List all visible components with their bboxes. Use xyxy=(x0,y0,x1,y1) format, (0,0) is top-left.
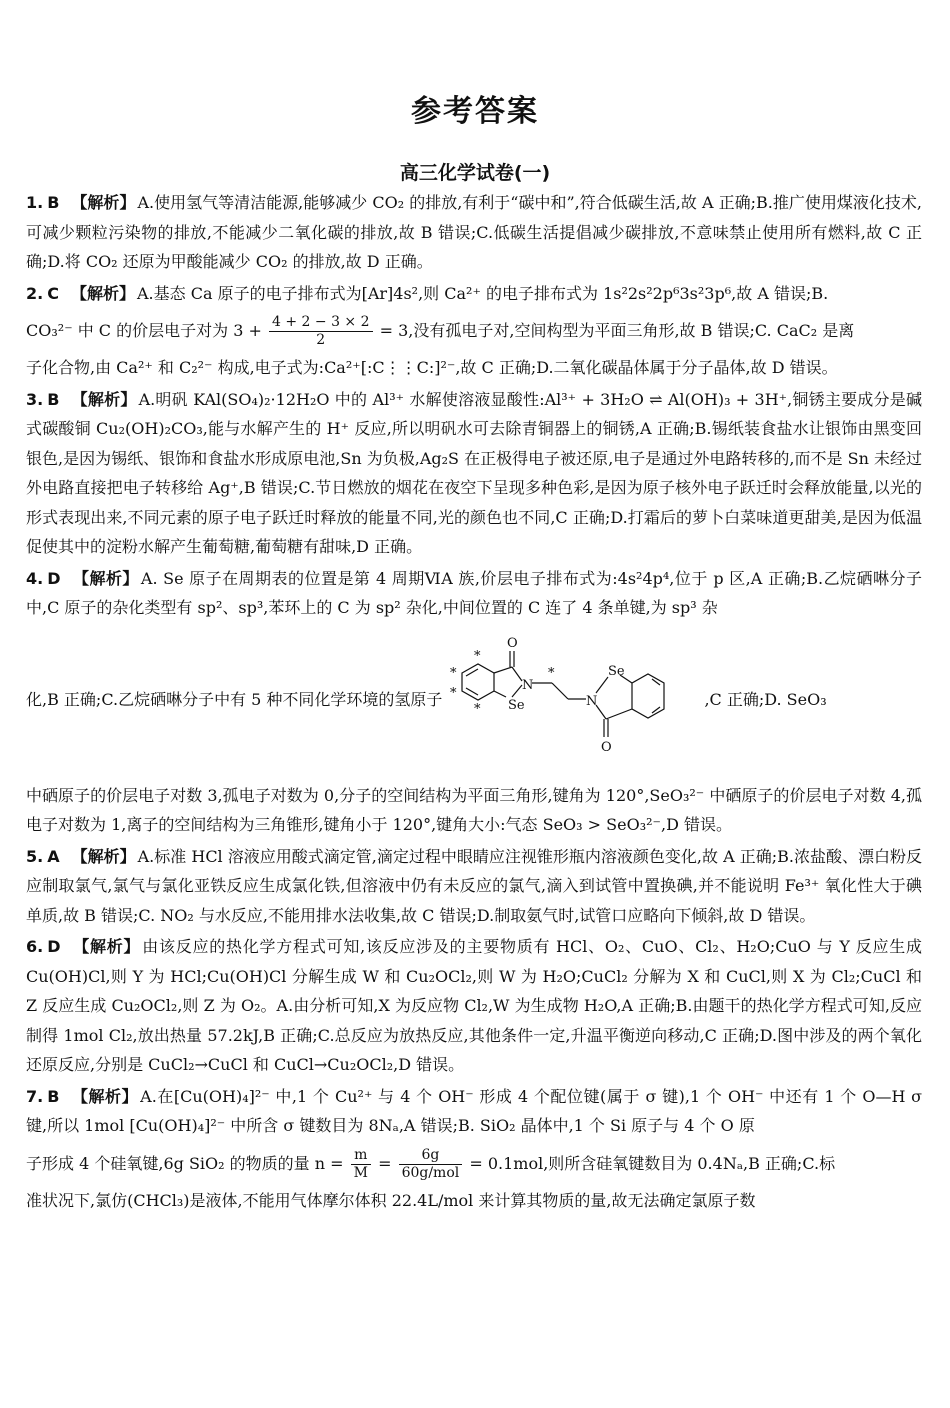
fraction-denominator: 2 xyxy=(316,332,326,348)
h-environment-marker: * xyxy=(548,665,555,681)
atom-label-se-left: Se xyxy=(508,697,526,713)
analysis-tag: 【解析】 xyxy=(71,193,136,212)
analysis-text: 子化合物,由 Ca²⁺ 和 C₂²⁻ 构成,电子式为:Ca²⁺[:C⋮⋮C:]²⁻,故 C 正确;D.二氧化碳晶体属于分子晶体,故 D 错误。 xyxy=(26,358,838,377)
atom-label-n-right: N xyxy=(586,693,598,709)
atom-label-se-right: Se xyxy=(608,663,626,679)
analysis-text: = 3,没有孤电子对,空间构型为平面三角形,故 B 错误;C. CaC₂ 是离 xyxy=(379,321,855,340)
molecule-row xyxy=(26,625,922,775)
ebselen-ethane-structure xyxy=(448,627,698,773)
analysis-text: CO₃²⁻ 中 C 的价层电子对为 3 + xyxy=(26,321,262,340)
analysis-text: 由该反应的热化学方程式可知,该反应涉及的主要物质有 HCl、O₂、CuO、Cl₂、H₂O;CuO 与 Y 反应生成 Cu(OH)Cl,则 Y 为 HCl;Cu(OH)Cl 分解生成 W 和 Cu₂OCl₂,则 W 为 H₂O;CuCl₂ 分解为 X 和 CuCl,则 X 为 Cl₂;CuCl 和 Z 反应生成 Cu₂OCl₂,则 Z 为 O₂。A.由分析可知,X 为反应物 Cl₂,W 为生成物 H₂O,A 正确;B.由题干的热化学方程式可知,反应制得 1mol Cl₂,放出热量 57.2kJ,B 正确;C.总反应为放热反应,其他条件一定,升温平衡逆向移动,C 正确;D.图中涉及的两个氧化还原反应,分别是 CuCl₂→CuCl 和 CuCl→Cu₂OCl₂,D 错误。 xyxy=(26,937,922,1074)
question-number: 6. xyxy=(26,937,44,956)
exam-subtitle: 高三化学试卷(一) xyxy=(399,162,551,184)
fraction-line xyxy=(26,314,922,349)
question-number: 3. xyxy=(26,389,44,409)
analysis-text: = 0.1mol,则所含硅氧键数目为 0.4Nₐ,B 正确;C.标 xyxy=(469,1153,836,1173)
h-environment-marker: * xyxy=(450,685,457,701)
question-number: 2. xyxy=(26,283,44,303)
answer-item-6 xyxy=(26,932,922,1080)
answer-item-7 xyxy=(26,1082,922,1216)
question-number: 7. xyxy=(26,1086,44,1106)
answer-item-2 xyxy=(26,279,922,383)
analysis-text: 化,B 正确;C.乙烷硒啉分子中有 5 种不同化学环境的氢原子 xyxy=(26,689,443,709)
atom-label-n-left: N xyxy=(522,677,534,693)
equals-sign: = xyxy=(378,1153,392,1173)
answer-letter: C xyxy=(47,283,59,303)
fraction-numerator: 4 + 2 − 3 × 2 xyxy=(269,314,373,332)
analysis-text: 准状况下,氯仿(CHCl₃)是液体,不能用气体摩尔体积 22.4L/mol 来计算其物质的量,故无法确定氯原子数 xyxy=(26,1190,756,1210)
fraction xyxy=(269,314,373,349)
atom-label-o-bottom: O xyxy=(601,739,613,755)
fraction xyxy=(399,1147,463,1182)
fraction xyxy=(351,1147,371,1182)
atom-label-o-top: O xyxy=(507,635,519,651)
answer-item-1 xyxy=(26,188,922,277)
h-environment-marker: * xyxy=(474,648,481,664)
answer-letter: D xyxy=(47,568,61,588)
answer-letter: A xyxy=(47,846,60,866)
analysis-tag: 【解析】 xyxy=(70,283,135,303)
analysis-text: A.在[Cu(OH)₄]²⁻ 中,1 个 Cu²⁺ 与 4 个 OH⁻ 形成 4 个配位键(属于 σ 键),1 个 OH⁻ 中还有 1 个 O—H σ 键,所以 1mol [Cu(OH)₄]²⁻ 中所含 σ 键数目为 8Nₐ,A 错误;B. SiO₂ 晶体中,1 个 Si 原子与 4 个 O 原 xyxy=(26,1086,922,1135)
fraction-numerator: m xyxy=(351,1147,371,1165)
analysis-text: A. Se 原子在周期表的位置是第 4 周期ⅥA 族,价层电子排布式为:4s²4p⁴,位于 p 区,A 正确;B.乙烷硒啉分子中,C 原子的杂化类型有 sp²、sp³,苯环上的 C 为 sp² 杂化,中间位置的 C 连了 4 条单键,为 sp³ 杂 xyxy=(26,568,922,617)
question-number: 5. xyxy=(26,846,44,866)
analysis-tag: 【解析】 xyxy=(72,568,139,588)
answer-letter: D xyxy=(47,937,61,956)
analysis-tag: 【解析】 xyxy=(72,937,141,956)
answer-item-5 xyxy=(26,842,922,931)
analysis-text: 子形成 4 个硅氧键,6g SiO₂ 的物质的量 n = xyxy=(26,1153,344,1173)
h-environment-marker: * xyxy=(450,665,457,681)
analysis-text: ,C 正确;D. SeO₃ xyxy=(704,689,827,709)
analysis-text: A.使用氢气等清洁能源,能够减少 CO₂ 的排放,有利于“碳中和”,符合低碳生活,故 A 正确;B.推广使用煤液化技术,可减少颗粒污染物的排放,不能减少二氧化碳的排放,故 B 错误;C.低碳生活提倡减少碳排放,不意味禁止使用所有燃料,故 C 正确;D.将 CO₂ 还原为甲酸能减少 CO₂ 的排放,故 D 正确。 xyxy=(26,193,922,271)
analysis-text: A.基态 Ca 原子的电子排布式为[Ar]4s²,则 Ca²⁺ 的电子排布式为 1s²2s²2p⁶3s²3p⁶,故 A 错误;B. xyxy=(136,283,829,303)
analysis-tag: 【解析】 xyxy=(71,1086,139,1106)
fraction-denominator: M xyxy=(353,1164,368,1181)
question-number: 1. xyxy=(26,193,44,212)
answer-letter: B xyxy=(47,1086,60,1106)
fraction-denominator: 60g/mol xyxy=(401,1164,460,1181)
page-title: 参考答案 xyxy=(411,94,539,129)
h-environment-marker: * xyxy=(474,701,481,717)
answer-list xyxy=(26,188,922,1217)
fraction-numerator: 6g xyxy=(399,1147,463,1165)
answer-letter: B xyxy=(47,193,60,212)
answer-item-3 xyxy=(26,385,922,562)
answer-item-4 xyxy=(26,564,922,840)
analysis-tag: 【解析】 xyxy=(71,389,137,409)
analysis-text: A.标准 HCl 溶液应用酸式滴定管,滴定过程中眼睛应注视锥形瓶内溶液颜色变化,故 A 正确;B.浓盐酸、漂白粉反应制取氯气,氯气与氯化亚铁反应生成氯化铁,但溶液中仍有未反应的氯气,滴入到试管中置换碘,并不能说明 Fe³⁺ 氧化性大于碘单质,故 B 错误;C. NO₂ 与水反应,不能用排水法收集,故 C 错误;D.制取氨气时,试管口应略向下倾斜,故 D 错误。 xyxy=(26,846,922,925)
analysis-text: 中硒原子的价层电子对数 3,孤电子对数为 0,分子的空间结构为平面三角形,键角为 120°,SeO₃²⁻ 中硒原子的价层电子对数 4,孤电子对数为 1,离子的空间结构为三角锥形,键角小于 120°,键角大小:气态 SeO₃ > SeO₃²⁻,D 错误。 xyxy=(26,785,922,834)
analysis-tag: 【解析】 xyxy=(71,846,136,866)
fraction-line xyxy=(26,1147,922,1182)
question-number: 4. xyxy=(26,568,44,588)
answer-letter: B xyxy=(47,389,60,409)
analysis-text: A.明矾 KAl(SO₄)₂·12H₂O 中的 Al³⁺ 水解使溶液显酸性:Al³⁺ + 3H₂O ⇌ Al(OH)₃ + 3H⁺,铜锈主要成分是碱式碳酸铜 Cu₂(OH)₂CO₃,能与水解产生的 H⁺ 反应,所以明矾水可去除青铜器上的铜锈,A 正确;B.锡纸装食盐水让银饰由黑变回银色,是因为锡纸、银饰和食盐水形成原电池,Sn 为负极,Ag₂S 在正极得电子被还原,电子是通过外电路转移的,而不是 Sn 未经过外电路直接把电子转移给 Ag⁺,B 错误;C.节日燃放的烟花在夜空下呈现多种色彩,是因为原子核外电子跃迁时会释放能量,以光的形式表现出来,不同元素的原子电子跃迁时释放的能量不同,光的颜色也不同,C 正确;D.打霜后的萝卜白菜味道更甜美,是因为低温促使其中的淀粉水解产生葡萄糖,葡萄糖有甜味,D 正确。 xyxy=(26,389,922,556)
